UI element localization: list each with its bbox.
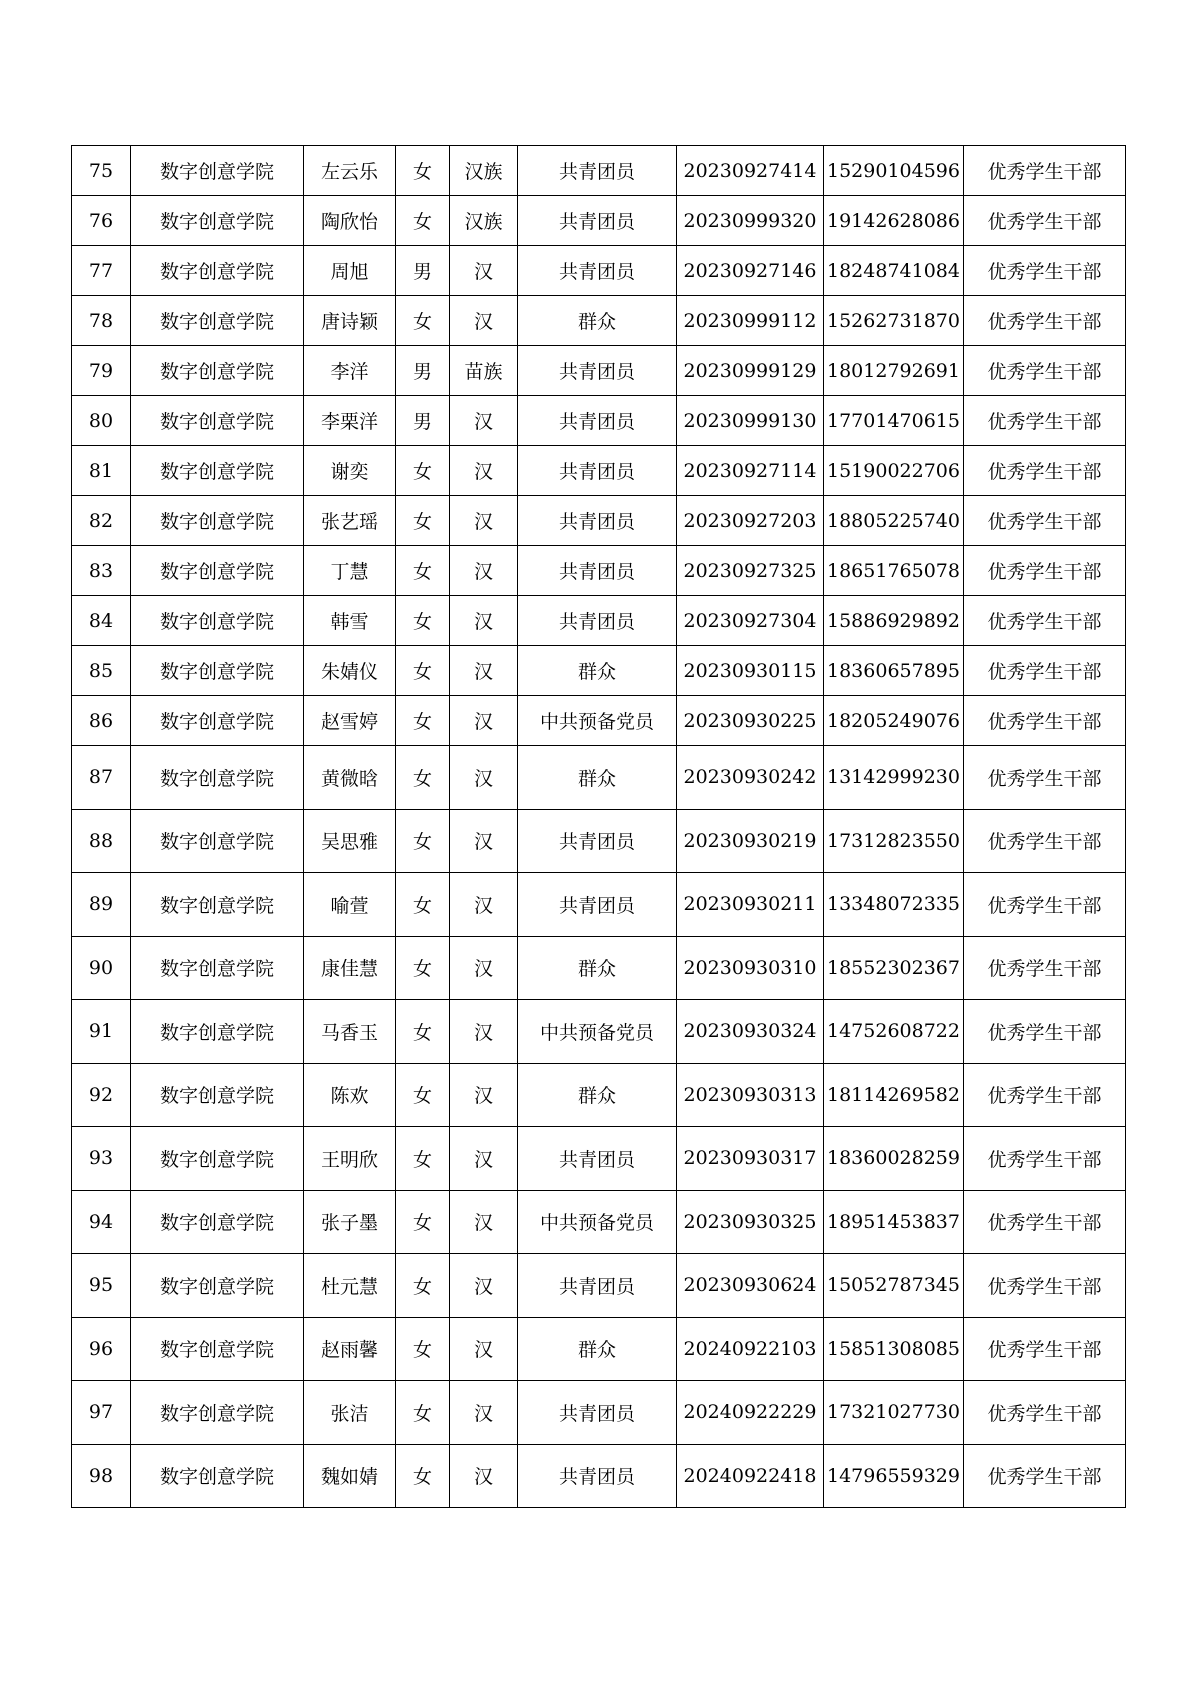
phone-cell: 14796559329 [824,1444,964,1508]
name-cell: 王明欣 [304,1127,396,1191]
student-id-cell: 20230927414 [677,146,824,196]
award-cell: 优秀学生干部 [964,646,1126,696]
political-status-cell: 共青团员 [518,1254,677,1318]
student-id-cell: 20230930324 [677,1000,824,1064]
table-row [72,546,1126,596]
political-status-cell: 中共预备党员 [518,696,677,746]
ethnicity-cell: 汉 [450,873,518,937]
political-status-cell: 共青团员 [518,1381,677,1445]
name-cell: 喻萱 [304,873,396,937]
student-award-table [71,145,1126,1508]
name-cell: 韩雪 [304,596,396,646]
ethnicity-cell: 汉 [450,1063,518,1127]
political-status-cell: 共青团员 [518,396,677,446]
name-cell: 唐诗颖 [304,296,396,346]
name-cell: 黄微晗 [304,746,396,810]
ethnicity-cell: 汉 [450,1127,518,1191]
row-number-cell: 82 [72,496,131,546]
table-row [72,296,1126,346]
award-cell: 优秀学生干部 [964,1317,1126,1381]
table-row [72,196,1126,246]
political-status-cell: 共青团员 [518,446,677,496]
college-cell: 数字创意学院 [131,1127,304,1191]
political-status-cell: 共青团员 [518,346,677,396]
award-cell: 优秀学生干部 [964,196,1126,246]
student-id-cell: 20230930219 [677,809,824,873]
ethnicity-cell: 汉族 [450,146,518,196]
award-cell: 优秀学生干部 [964,746,1126,810]
row-number-cell: 79 [72,346,131,396]
political-status-cell: 共青团员 [518,546,677,596]
name-cell: 赵雨馨 [304,1317,396,1381]
college-cell: 数字创意学院 [131,746,304,810]
political-status-cell: 共青团员 [518,1444,677,1508]
college-cell: 数字创意学院 [131,1444,304,1508]
phone-cell: 18012792691 [824,346,964,396]
row-number-cell: 89 [72,873,131,937]
name-cell: 李洋 [304,346,396,396]
name-cell: 李栗洋 [304,396,396,446]
college-cell: 数字创意学院 [131,1381,304,1445]
phone-cell: 18805225740 [824,496,964,546]
political-status-cell: 群众 [518,296,677,346]
college-cell: 数字创意学院 [131,1190,304,1254]
ethnicity-cell: 汉 [450,246,518,296]
gender-cell: 女 [396,196,450,246]
college-cell: 数字创意学院 [131,396,304,446]
name-cell: 左云乐 [304,146,396,196]
college-cell: 数字创意学院 [131,296,304,346]
phone-cell: 15851308085 [824,1317,964,1381]
phone-cell: 15290104596 [824,146,964,196]
name-cell: 陈欢 [304,1063,396,1127]
college-cell: 数字创意学院 [131,246,304,296]
student-id-cell: 20240922103 [677,1317,824,1381]
table-row [72,1254,1126,1318]
gender-cell: 男 [396,396,450,446]
ethnicity-cell: 汉 [450,696,518,746]
award-cell: 优秀学生干部 [964,296,1126,346]
table-row [72,873,1126,937]
row-number-cell: 97 [72,1381,131,1445]
row-number-cell: 96 [72,1317,131,1381]
row-number-cell: 87 [72,746,131,810]
table-row [72,496,1126,546]
gender-cell: 女 [396,746,450,810]
college-cell: 数字创意学院 [131,1254,304,1318]
row-number-cell: 98 [72,1444,131,1508]
political-status-cell: 共青团员 [518,873,677,937]
table-row [72,1444,1126,1508]
award-cell: 优秀学生干部 [964,1254,1126,1318]
gender-cell: 女 [396,596,450,646]
political-status-cell: 群众 [518,646,677,696]
name-cell: 谢奕 [304,446,396,496]
gender-cell: 女 [396,1444,450,1508]
row-number-cell: 94 [72,1190,131,1254]
table-row [72,1190,1126,1254]
table-body [72,146,1126,1508]
student-id-cell: 20230930225 [677,696,824,746]
ethnicity-cell: 苗族 [450,346,518,396]
award-cell: 优秀学生干部 [964,809,1126,873]
row-number-cell: 86 [72,696,131,746]
name-cell: 周旭 [304,246,396,296]
ethnicity-cell: 汉 [450,1190,518,1254]
college-cell: 数字创意学院 [131,696,304,746]
row-number-cell: 78 [72,296,131,346]
name-cell: 马香玉 [304,1000,396,1064]
gender-cell: 女 [396,809,450,873]
gender-cell: 女 [396,446,450,496]
ethnicity-cell: 汉 [450,396,518,446]
ethnicity-cell: 汉 [450,1254,518,1318]
student-id-cell: 20230927304 [677,596,824,646]
table-row [72,246,1126,296]
table-row [72,809,1126,873]
award-cell: 优秀学生干部 [964,1127,1126,1191]
gender-cell: 男 [396,246,450,296]
ethnicity-cell: 汉 [450,446,518,496]
award-cell: 优秀学生干部 [964,696,1126,746]
name-cell: 康佳慧 [304,936,396,1000]
table-row [72,1317,1126,1381]
political-status-cell: 共青团员 [518,196,677,246]
student-id-cell: 20230930624 [677,1254,824,1318]
student-id-cell: 20230930317 [677,1127,824,1191]
phone-cell: 13142999230 [824,746,964,810]
college-cell: 数字创意学院 [131,446,304,496]
student-id-cell: 20230999112 [677,296,824,346]
phone-cell: 19142628086 [824,196,964,246]
row-number-cell: 91 [72,1000,131,1064]
political-status-cell: 共青团员 [518,1127,677,1191]
row-number-cell: 76 [72,196,131,246]
phone-cell: 18552302367 [824,936,964,1000]
student-id-cell: 20230930242 [677,746,824,810]
row-number-cell: 85 [72,646,131,696]
award-cell: 优秀学生干部 [964,246,1126,296]
phone-cell: 15262731870 [824,296,964,346]
name-cell: 杜元慧 [304,1254,396,1318]
phone-cell: 17321027730 [824,1381,964,1445]
award-cell: 优秀学生干部 [964,446,1126,496]
table-row [72,596,1126,646]
college-cell: 数字创意学院 [131,546,304,596]
name-cell: 赵雪婷 [304,696,396,746]
political-status-cell: 群众 [518,746,677,810]
student-id-cell: 20230927114 [677,446,824,496]
row-number-cell: 83 [72,546,131,596]
college-cell: 数字创意学院 [131,196,304,246]
phone-cell: 14752608722 [824,1000,964,1064]
gender-cell: 女 [396,546,450,596]
student-id-cell: 20230999129 [677,346,824,396]
phone-cell: 18360657895 [824,646,964,696]
student-id-cell: 20230930325 [677,1190,824,1254]
table-row [72,1063,1126,1127]
phone-cell: 17312823550 [824,809,964,873]
phone-cell: 13348072335 [824,873,964,937]
phone-cell: 18951453837 [824,1190,964,1254]
row-number-cell: 88 [72,809,131,873]
political-status-cell: 中共预备党员 [518,1190,677,1254]
table-row [72,446,1126,496]
phone-cell: 18651765078 [824,546,964,596]
gender-cell: 女 [396,1063,450,1127]
ethnicity-cell: 汉 [450,1000,518,1064]
table-row [72,346,1126,396]
political-status-cell: 共青团员 [518,146,677,196]
college-cell: 数字创意学院 [131,1063,304,1127]
gender-cell: 女 [396,873,450,937]
college-cell: 数字创意学院 [131,346,304,396]
name-cell: 朱婧仪 [304,646,396,696]
table-row [72,146,1126,196]
student-id-cell: 20240922229 [677,1381,824,1445]
phone-cell: 18205249076 [824,696,964,746]
award-cell: 优秀学生干部 [964,346,1126,396]
gender-cell: 女 [396,1127,450,1191]
name-cell: 吴思雅 [304,809,396,873]
phone-cell: 15052787345 [824,1254,964,1318]
ethnicity-cell: 汉 [450,496,518,546]
gender-cell: 女 [396,496,450,546]
award-cell: 优秀学生干部 [964,546,1126,596]
ethnicity-cell: 汉族 [450,196,518,246]
table-row [72,746,1126,810]
college-cell: 数字创意学院 [131,646,304,696]
ethnicity-cell: 汉 [450,296,518,346]
ethnicity-cell: 汉 [450,646,518,696]
gender-cell: 男 [396,346,450,396]
table-row [72,1381,1126,1445]
row-number-cell: 81 [72,446,131,496]
student-id-cell: 20230999320 [677,196,824,246]
political-status-cell: 群众 [518,936,677,1000]
award-cell: 优秀学生干部 [964,496,1126,546]
ethnicity-cell: 汉 [450,936,518,1000]
name-cell: 魏如婧 [304,1444,396,1508]
student-id-cell: 20230930310 [677,936,824,1000]
student-id-cell: 20230927146 [677,246,824,296]
name-cell: 张洁 [304,1381,396,1445]
college-cell: 数字创意学院 [131,146,304,196]
ethnicity-cell: 汉 [450,809,518,873]
row-number-cell: 92 [72,1063,131,1127]
phone-cell: 15886929892 [824,596,964,646]
row-number-cell: 95 [72,1254,131,1318]
award-cell: 优秀学生干部 [964,1000,1126,1064]
award-cell: 优秀学生干部 [964,596,1126,646]
award-cell: 优秀学生干部 [964,1381,1126,1445]
political-status-cell: 共青团员 [518,809,677,873]
student-id-cell: 20230930211 [677,873,824,937]
ethnicity-cell: 汉 [450,1444,518,1508]
table-row [72,696,1126,746]
student-id-cell: 20230927325 [677,546,824,596]
name-cell: 张艺瑶 [304,496,396,546]
phone-cell: 18360028259 [824,1127,964,1191]
student-id-cell: 20230930115 [677,646,824,696]
political-status-cell: 共青团员 [518,246,677,296]
award-cell: 优秀学生干部 [964,1063,1126,1127]
gender-cell: 女 [396,936,450,1000]
name-cell: 陶欣怡 [304,196,396,246]
row-number-cell: 77 [72,246,131,296]
table-row [72,936,1126,1000]
phone-cell: 15190022706 [824,446,964,496]
award-cell: 优秀学生干部 [964,1190,1126,1254]
name-cell: 丁慧 [304,546,396,596]
student-id-cell: 20240922418 [677,1444,824,1508]
political-status-cell: 群众 [518,1317,677,1381]
name-cell: 张子墨 [304,1190,396,1254]
table-row [72,396,1126,446]
student-id-cell: 20230927203 [677,496,824,546]
table-row [72,1127,1126,1191]
phone-cell: 18248741084 [824,246,964,296]
gender-cell: 女 [396,296,450,346]
award-cell: 优秀学生干部 [964,873,1126,937]
gender-cell: 女 [396,1317,450,1381]
gender-cell: 女 [396,1254,450,1318]
college-cell: 数字创意学院 [131,809,304,873]
ethnicity-cell: 汉 [450,1381,518,1445]
student-id-cell: 20230999130 [677,396,824,446]
college-cell: 数字创意学院 [131,596,304,646]
college-cell: 数字创意学院 [131,873,304,937]
college-cell: 数字创意学院 [131,1317,304,1381]
ethnicity-cell: 汉 [450,1317,518,1381]
ethnicity-cell: 汉 [450,746,518,810]
political-status-cell: 共青团员 [518,596,677,646]
row-number-cell: 75 [72,146,131,196]
gender-cell: 女 [396,1000,450,1064]
gender-cell: 女 [396,1381,450,1445]
political-status-cell: 中共预备党员 [518,1000,677,1064]
phone-cell: 18114269582 [824,1063,964,1127]
award-cell: 优秀学生干部 [964,936,1126,1000]
ethnicity-cell: 汉 [450,546,518,596]
award-cell: 优秀学生干部 [964,1444,1126,1508]
political-status-cell: 共青团员 [518,496,677,546]
table-row [72,1000,1126,1064]
college-cell: 数字创意学院 [131,496,304,546]
college-cell: 数字创意学院 [131,1000,304,1064]
ethnicity-cell: 汉 [450,596,518,646]
gender-cell: 女 [396,146,450,196]
table-row [72,646,1126,696]
row-number-cell: 90 [72,936,131,1000]
political-status-cell: 群众 [518,1063,677,1127]
row-number-cell: 84 [72,596,131,646]
college-cell: 数字创意学院 [131,936,304,1000]
award-cell: 优秀学生干部 [964,396,1126,446]
student-id-cell: 20230930313 [677,1063,824,1127]
row-number-cell: 93 [72,1127,131,1191]
award-cell: 优秀学生干部 [964,146,1126,196]
row-number-cell: 80 [72,396,131,446]
gender-cell: 女 [396,646,450,696]
gender-cell: 女 [396,1190,450,1254]
gender-cell: 女 [396,696,450,746]
phone-cell: 17701470615 [824,396,964,446]
